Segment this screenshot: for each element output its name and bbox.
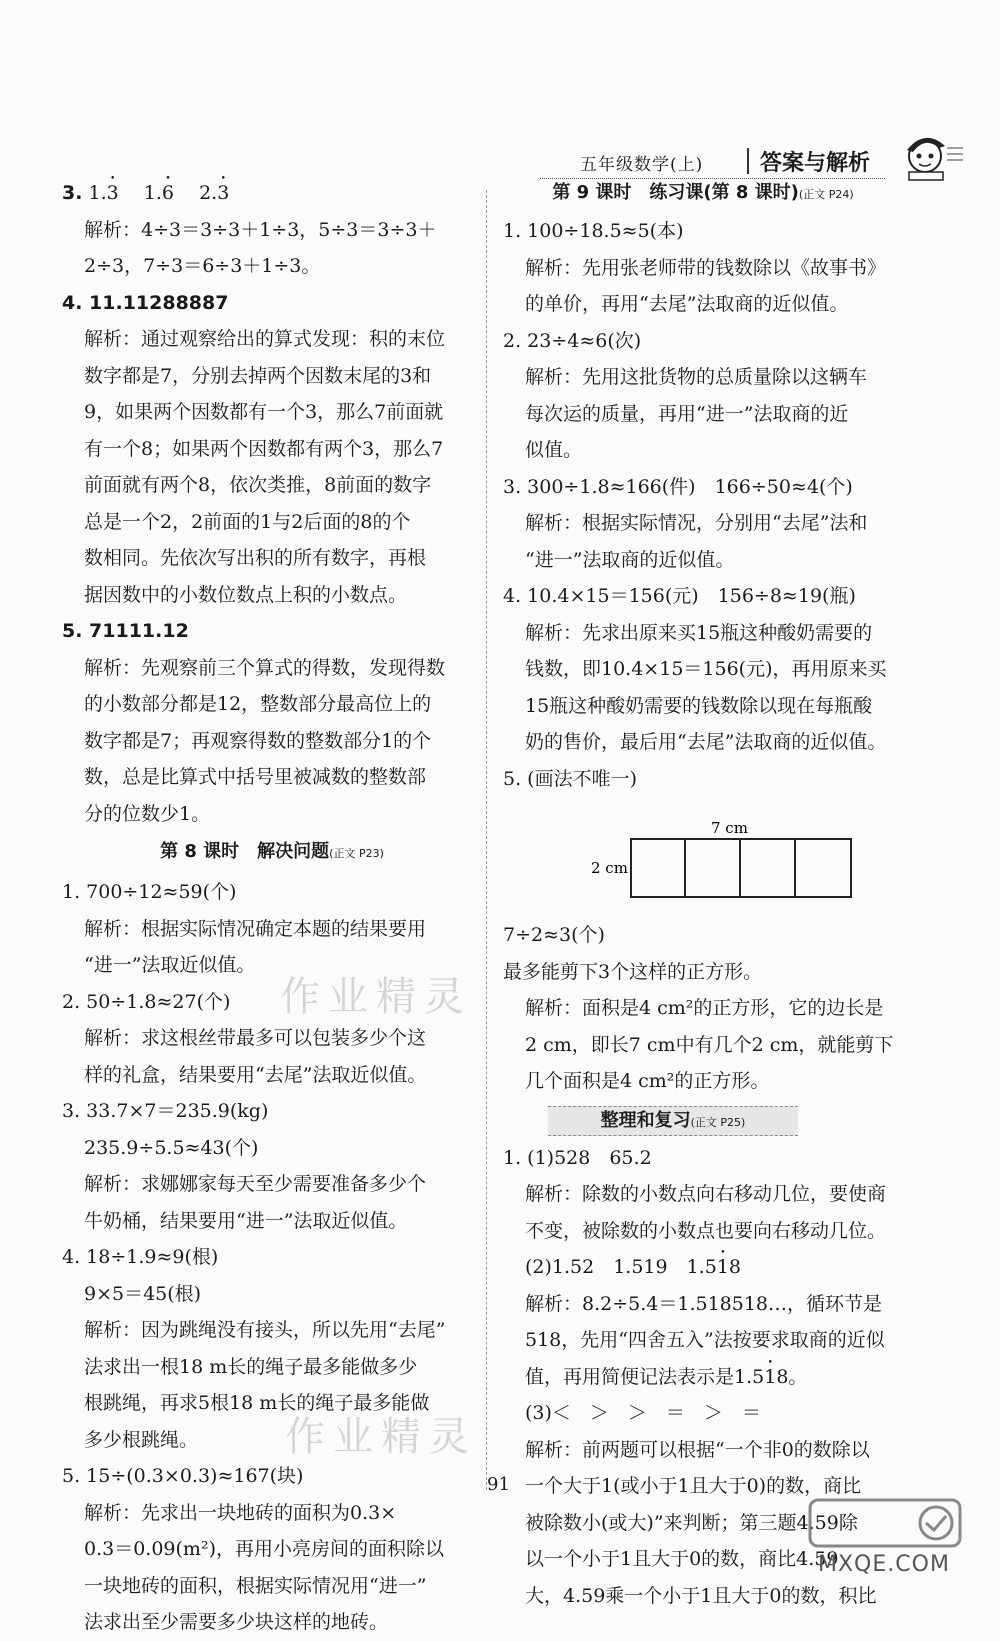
review-title: 整理和复习 bbox=[600, 1109, 691, 1131]
q4-answer: 4. 11.11288887 bbox=[62, 291, 229, 314]
l9-after-line: 最多能剪下3个这样的正方形。 bbox=[503, 960, 763, 983]
review-line: 不变，被除数的小数点也要向右移动几位。 bbox=[525, 1219, 887, 1242]
l9-line: 1. 100÷18.5≈5(本) bbox=[503, 220, 684, 242]
l9-after-line: 几个面积是4 cm²的正方形。 bbox=[525, 1070, 770, 1092]
review-heading bbox=[548, 1106, 798, 1136]
l9-after-line: 解析：面积是4 cm²的正方形，它的边长是 bbox=[525, 997, 884, 1019]
header-title: 答案与解析 bbox=[760, 151, 871, 176]
lesson9-heading bbox=[503, 175, 903, 213]
l9-line: 的单价，再用“去尾”法取商的近似值。 bbox=[525, 293, 849, 315]
l8-line: 2. 50÷1.8≈27(个) bbox=[62, 990, 231, 1013]
lesson9-title: 第 9 课时 练习课(第 8 课时) bbox=[552, 182, 799, 203]
q4-explanation: 据因数中的小数位数点上积的小数点。 bbox=[84, 583, 408, 606]
lesson8-title: 第 8 课时 解决问题 bbox=[160, 841, 330, 862]
q5-explanation: 的小数部分都是12，整数部分最高位上的 bbox=[84, 693, 432, 715]
l8-line: 法求出至少需要多少块这样的地砖。 bbox=[84, 1611, 389, 1633]
l8-line: 牛奶桶，结果要用“进一”法取近似值。 bbox=[84, 1209, 408, 1232]
q4-explanation: 数相同。先依次写出积的所有数字，再根 bbox=[84, 547, 427, 569]
review-line: 一个大于1(或小于1且大于0)的数，商比 bbox=[525, 1475, 862, 1497]
l8-line: 一块地砖的面积，根据实际情况用“进一” bbox=[84, 1574, 427, 1597]
height-label: 2 cm bbox=[591, 859, 628, 877]
q5-explanation: 数，总是比算式中括号里被减数的整数部 bbox=[84, 766, 427, 788]
mascot-icon bbox=[895, 128, 965, 188]
q3-explanation: 解析：4÷3＝3÷3＋1÷3，5÷3＝3÷3＋ bbox=[84, 218, 437, 241]
q3-answer: 3. 1.• 3 1.• 6 2.• 3 bbox=[62, 175, 482, 212]
watermark: 作业精灵 bbox=[280, 974, 472, 1020]
review-line: 解析：8.2÷5.4＝1.518518…，循环节是 bbox=[525, 1292, 883, 1315]
l9-line: 每次运的质量，再用“进一”法取商的近 bbox=[525, 402, 849, 425]
l8-line: 9×5＝45(根) bbox=[84, 1282, 202, 1305]
l8-line: 样的礼盒，结果要用“去尾”法取近似值。 bbox=[84, 1063, 427, 1086]
review-line: 518，先用“四舍五入”法按要求取商的近似 bbox=[525, 1329, 885, 1351]
q5-explanation: 解析：先观察前三个算式的得数，发现得数 bbox=[84, 656, 446, 679]
lesson8-ref: (正文 P23) bbox=[329, 847, 384, 860]
review-line: 值，再用简便记法表示是1.• 518。 bbox=[503, 1359, 903, 1396]
width-label: 7 cm bbox=[711, 819, 748, 837]
l8-line: 1. 700÷12≈59(个) bbox=[62, 881, 237, 903]
l9-line: 解析：先求出原来买15瓶这种酸奶需要的 bbox=[525, 621, 873, 644]
l9-line: 4. 10.4×15＝156(元) 156÷8≈19(瓶) bbox=[503, 585, 856, 607]
l9-line: 2. 23÷4≈6(次) bbox=[503, 329, 642, 352]
l8-line: 解析：根据实际情况确定本题的结果要用 bbox=[84, 917, 427, 940]
q4-explanation: 总是一个2，2前面的1与2后面的8的个 bbox=[84, 510, 411, 533]
l9-line: 解析：根据实际情况，分别用“去尾”法和 bbox=[525, 512, 868, 534]
l8-line: 4. 18÷1.9≈9(根) bbox=[62, 1246, 219, 1268]
l9-line: 15瓶这种酸奶需要的钱数除以现在每瓶酸 bbox=[525, 694, 873, 717]
l8-line: 0.3＝0.09(m²)，再用小亮房间的面积除以 bbox=[84, 1538, 444, 1560]
q3-number: 3. bbox=[62, 182, 83, 204]
repeat-digit: • 6 bbox=[162, 175, 174, 212]
review-line: (3)＜ ＞ ＞ ＝ ＞ ＝ bbox=[525, 1402, 761, 1424]
lesson9-ref: (正文 P24) bbox=[798, 188, 854, 201]
rectangle-diagram bbox=[503, 797, 903, 917]
repeat-digit: • 3 bbox=[217, 175, 229, 212]
q5-explanation: 分的位数少1。 bbox=[84, 802, 211, 825]
q4-explanation: 解析：通过观察给出的算式发现：积的末位 bbox=[84, 328, 446, 350]
lesson8-heading bbox=[62, 832, 482, 874]
site-logo-text: MXQE.COM bbox=[818, 1552, 950, 1577]
review-line: 解析：除数的小数点向右移动几位，要使商 bbox=[525, 1183, 887, 1205]
rectangle-figure bbox=[503, 797, 903, 917]
q4-explanation: 数字都是7，分别去掉两个因数末尾的3和 bbox=[84, 364, 432, 387]
review-line: 1. (1)528 65.2 bbox=[503, 1146, 652, 1169]
l9-line: 奶的售价，最后用“去尾”法取商的近似值。 bbox=[525, 731, 887, 753]
q4-explanation: 前面就有两个8，依次类推，8前面的数字 bbox=[84, 474, 432, 496]
l8-line: 235.9÷5.5≈43(个) bbox=[84, 1136, 259, 1159]
watermark: 作业精灵 bbox=[285, 1414, 477, 1460]
review-line: 以一个小于1且大于0的数，商比4.59 bbox=[525, 1548, 839, 1570]
l8-line: 法求出一根18 m长的绳子最多能做多少 bbox=[84, 1355, 418, 1378]
q5-explanation: 数字都是7；再观察得数的整数部分1的个 bbox=[84, 729, 432, 752]
l9-line: 解析：先用这批货物的总质量除以这辆车 bbox=[525, 366, 868, 388]
l8-line: 解析：求娜娜家每天至少需要准备多少个 bbox=[84, 1173, 427, 1195]
repeat-digits: • 518 bbox=[752, 1359, 788, 1396]
q3-explanation: 2÷3，7÷3＝6÷3＋1÷3。 bbox=[84, 255, 321, 277]
l8-line: 解析：因为跳绳没有接头，所以先用“去尾” bbox=[84, 1319, 446, 1341]
l9-line: 3. 300÷1.8≈166(件) 166÷50≈4(个) bbox=[503, 475, 853, 498]
l8-line: 5. 15÷(0.3×0.3)≈167(块) bbox=[62, 1465, 304, 1487]
repeat-digit: • 3 bbox=[107, 175, 119, 212]
l8-line: 根跳绳，再求5根18 m长的绳子最多能做 bbox=[84, 1392, 430, 1414]
l8-line: 多少根跳绳。 bbox=[84, 1428, 199, 1451]
l9-line: “进一”法取商的近似值。 bbox=[525, 548, 735, 571]
column-divider bbox=[486, 190, 487, 1490]
repeat-digits: • 518 bbox=[705, 1249, 741, 1286]
review-line: 被除数小(或大)”来判断；第三题4.59除 bbox=[525, 1511, 858, 1534]
l9-line: 钱数，即10.4×15＝156(元)，再用原来买 bbox=[525, 658, 887, 680]
review-ref: (正文 P25) bbox=[690, 1115, 746, 1129]
l9-line: 解析：先用张老师带的钱数除以《故事书》 bbox=[525, 256, 887, 279]
l9-after-line: 2 cm，即长7 cm中有几个2 cm，就能剪下 bbox=[525, 1033, 894, 1056]
l8-line: 3. 33.7×7＝235.9(kg) bbox=[62, 1100, 269, 1122]
page-number: 91 bbox=[487, 1474, 510, 1495]
review-line: (2)1.52 1.519 1.• 518 bbox=[503, 1249, 903, 1286]
l8-line: “进一”法取近似值。 bbox=[84, 954, 256, 976]
q4-explanation: 有一个8；如果两个因数都有两个3，那么7 bbox=[84, 437, 444, 460]
review-line: 解析：前两题可以根据“一个非0的数除以 bbox=[525, 1438, 870, 1461]
header-separator bbox=[747, 148, 749, 174]
l8-line: 解析：先求出一块地砖的面积为0.3× bbox=[84, 1501, 397, 1524]
review-line: 大，4.59乘一个小于1且大于0的数，积比 bbox=[525, 1584, 877, 1607]
q4-explanation: 9，如果两个因数都有一个3，那么7前面就 bbox=[84, 401, 444, 423]
q5-answer: 5. 71111.12 bbox=[62, 620, 189, 642]
right-column bbox=[503, 175, 903, 1614]
l9-line: 似值。 bbox=[525, 439, 583, 461]
l9-line: 5. (画法不唯一) bbox=[503, 767, 637, 790]
l8-line: 解析：求这根丝带最多可以包装多少个这 bbox=[84, 1027, 427, 1049]
header-grade: 五年级数学(上) bbox=[580, 155, 704, 175]
l9-after-line: 7÷2≈3(个) bbox=[503, 924, 605, 946]
